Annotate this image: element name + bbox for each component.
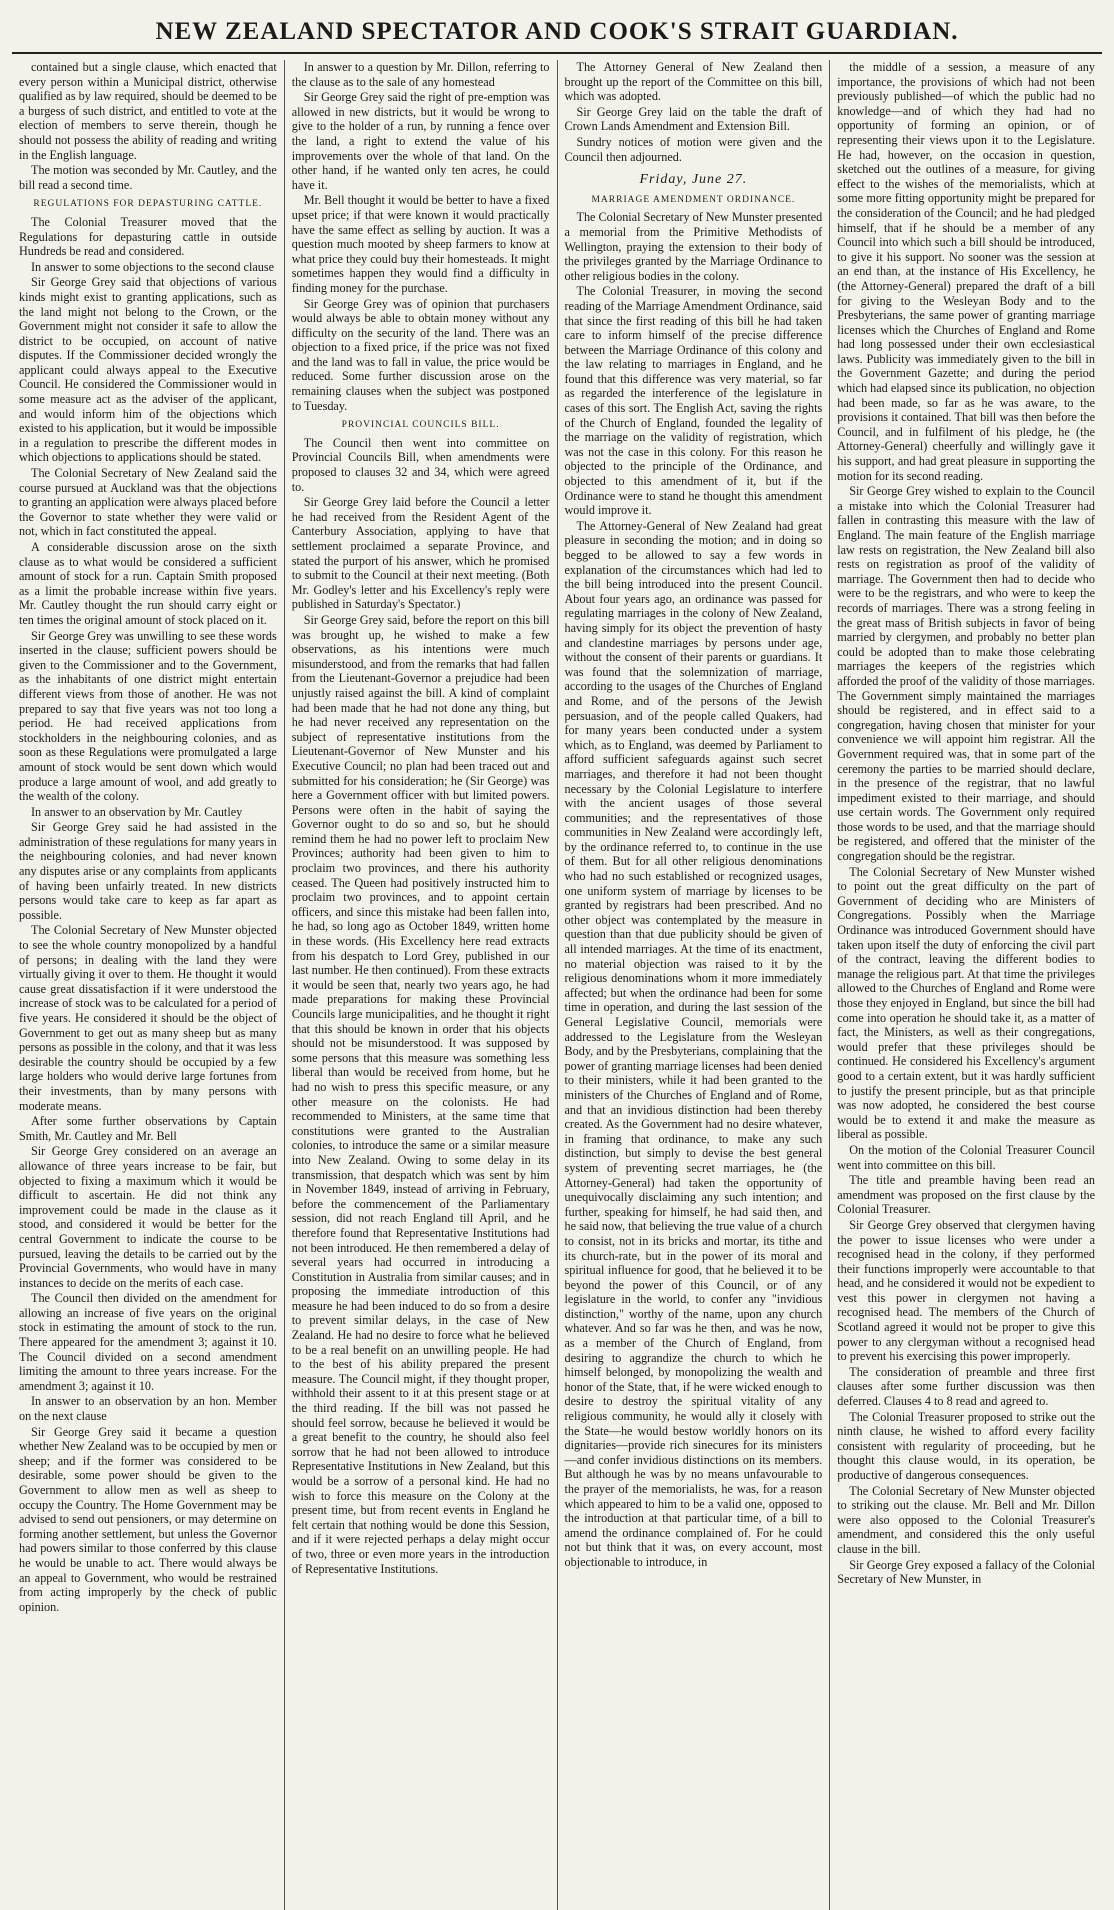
article-paragraph: Sir George Grey exposed a fallacy of the Colonial Secretary of New Munster, in: [837, 1557, 1095, 1587]
section-heading: MARRIAGE AMENDMENT ORDINANCE.: [591, 194, 796, 205]
article-paragraph: The Colonial Treasurer moved that the Regulations for depasturing cattle in outside Hundreds be read and considered.: [19, 214, 277, 259]
article-paragraph: Mr. Bell thought it would be better to have a fixed upset price; if that were known it would practically have the same effect as selling by auction. It was a question much mooted by sheep farmers to know at what price they could buy their homesteads. It might sometimes happen they would find a difficulty in finding money for the purchase.: [291, 193, 550, 295]
columns-container: [12, 60, 1102, 1910]
article-paragraph: In answer to an observation by an hon. Member on the next clause: [19, 1394, 277, 1424]
article-paragraph: Sir George Grey wished to explain to the Council a mistake into which the Colonial Treasurer had fallen in contrasting this measure with the law of England. The main feature of the English marriage law rests on registration, the New Zealand bill also rests on registration as proof of the validity of marriage. The Government then had to decide who were to be the registrars, and who were to keep the records of marriages. There was a strong feeling in the great mass of British subjects in favor of being married by clergymen, and probably no better plan could be adopted than to make those celebrating marriages the keepers of the registries which afforded the proof of the validity of those marriages. The Government simply maintained the marriages should be registered, and in effect said to a congregation, having chosen that minister for your convenience we will appoint him registrar. All the Government required was, that in some part of the ceremony the parties to be married should declare, in the presence of the registrar, that no lawful impediment existed to their marriage, and should use certain words. The Government only required those words to be used, and that the marriage should be registered, and offered that the minister of the congregation should be the registrar.: [837, 484, 1095, 864]
article-paragraph: The Colonial Secretary of New Munster presented a memorial from the Primitive Methodists of Wellington, praying the extension to their body of the privileges granted by the Marriage Ordinance to other religious bodies in the colony.: [564, 210, 823, 283]
article-paragraph: A considerable discussion arose on the sixth clause as to what would be considered a sufficient amount of stock for a run. Captain Smith proposed as a limit the probable increase within five years. Mr. Cautley thought the run should carry eight or ten times the original amount of stock placed on it.: [19, 540, 277, 627]
article-paragraph: The title and preamble having been read an amendment was proposed on the first clause by the Colonial Treasurer.: [837, 1173, 1095, 1217]
article-paragraph: contained but a single clause, which enacted that every person within a Municipal district, otherwise qualified as by law required, should be deemed to be a burgess of such district, and entitled to vote at the election of members to serve therein, though he should not possess the ability of reading and writing in the English language.: [19, 60, 277, 162]
article-paragraph: Sir George Grey laid on the table the draft of Crown Lands Amendment and Extension Bill.: [564, 104, 823, 134]
article-paragraph: The consideration of preamble and three first clauses after some further discussion was then deferred. Clauses 4 to 8 read and agreed to.: [837, 1364, 1095, 1409]
article-paragraph: Sir George Grey said the right of pre-emption was allowed in new districts, but it would be wrong to give to the holder of a run, by running a fence over the land, a right to extend the value of his improvements over the whole of that land. On the other hand, if he wanted only ten acres, he could have it.: [291, 90, 550, 192]
article-paragraph: Sir George Grey observed that clergymen having the power to issue licenses who were under a recognised head in the colony, if they performed their functions improperly were accountable to that head, and he considered it would not be expedient to vest this power in clergymen not having a recognised head. The members of the Church of Scotland agreed it would not be proper to give this power to any clergyman without a recognised head to prevent his exercising this power improperly.: [837, 1217, 1095, 1364]
article-paragraph: Sir George Grey said he had assisted in the administration of these regulations for many years in the neighbouring colonies, and had never known any disputes arise or any complaints from applicants of having been unfairly treated. In new districts persons would take care to keep as far apart as possible.: [19, 820, 277, 922]
column-3: [558, 60, 831, 1910]
article-paragraph: The Colonial Secretary of New Munster objected to striking out the clause. Mr. Bell and Mr. Dillon were also opposed to the Colonial Treasurer's amendment, and considered this the only useful clause in the bill.: [837, 1483, 1095, 1556]
article-paragraph: The Council then went into committee on Provincial Councils Bill, when amendments were proposed to clauses 32 and 34, which were agreed to.: [291, 435, 550, 494]
column-1: [12, 60, 285, 1910]
article-paragraph: The Colonial Treasurer, in moving the second reading of the Marriage Amendment Ordinance, said that since the first reading of this bill he had taken care to inform himself of the precise difference between the Marriage Ordinance of this colony and the law relating to marriages in England, and he found that this difference was very material, so far as regarded the interference of the legislature in cases of this sort. The English Act, saving the rights of the Church of England, founded the legality of the marriage on the validity of registration, which was not the case in this colony. For this reason he objected to the principle of the Ordinance, and objected to this amendment of it, but if the Ordinance were to stand he thought this amendment would improve it.: [564, 284, 823, 518]
date-heading: Friday, June 27.: [639, 172, 748, 188]
article-paragraph: Sir George Grey said it became a question whether New Zealand was to be occupied by men or sheep; and if the former was considered to be desirable, some power should be given to the Government to allow men as well as sheep to occupy the Country. The Home Government may be advised to send out pensioners, or may determine on forming another settlement, but unless the Governor had powers similar to those conferred by this clause he would be unable to act. There would always be an appeal to Government, who would be restrained from acting improperly by the check of public opinion.: [19, 1424, 277, 1614]
article-paragraph: Sir George Grey was of opinion that purchasers would always be able to obtain money without any difficulty on the security of the land. There was an objection to a fixed price, if the price was not fixed and the land was to fall in value, the price would be reduced. Some further discussion arose on the remaining clauses when the subject was postponed to Tuesday.: [291, 296, 550, 413]
article-paragraph: In answer to an observation by Mr. Cautley: [31, 804, 243, 819]
article-paragraph: In answer to some objections to the second clause: [31, 259, 275, 274]
article-paragraph: The Attorney-General of New Zealand had great pleasure in seconding the motion; and in doing so begged to be allowed to say a few words in explanation of the circumstances which had led to the bill being introduced into the present Council. About four years ago, an ordinance was passed for regulating marriages in the colony of New Zealand, having simply for its object the prevention of hasty and clandestine marriages by persons under age, without the consent of their parents or guardians. It was found that the solemnization of marriage, according to the usages of the Churches of England and Rome, and of the persons of the Jewish persuasion, and of the people called Quakers, had for many years been conducted under a system which, as to England, was deemed by Parliament to afford sufficient safeguards against such secret marriages, and therefore it had not been thought necessary by the Colonial Legislature to interfere with the ancient usages of those several communities; and the representatives of those communities in New Zealand were accordingly left, by the ordinance referred to, to continue in the use of them. But for all other religious denominations who had no such established or recognized usages, one uniform system of marriage by licenses to be granted by registrars had been prescribed. And no other object was contemplated by the measure in question than that due publicity should be given of all intended marriages. At the time of its enactment, no material objection was raised to it by the religious denominations whom it more immediately affected; but when the ordinance had been for some time in operation, and during the last session of the General Legislative Council, memorials were addressed to the Legislature from the Wesleyan Body, and by the Presbyterians, complaining that the power of granting marriage licenses had been denied to their ministers, while it had been granted to the ministers of the Churches of England and of Rome, and that an invidious distinction had been thereby created. As the Government had no desire whatever, in framing that ordinance, to make any such distinction, but simply to devise the best general system of preventing secret marriages, he (the Attorney-General) had taken the opportunity of unequivocally disclaiming any such intention; and further, speaking for himself, he had said then, and he said now, that believing the true value of a church to consist, not in its bricks and mortar, its tithe and its church-rate, but in the power of its moral and spiritual influence for good, that he believed it to be beyond the power of this Council, or of any legislature in the world, to confer any "invidious distinction," worthy of the name, upon any church whatever. And so far was he then, and was he now, as a member of the Church of England, from desiring to aggrandize the church to which he himself belonged, by monopolizing the wealth and honor of the State, that, if he were wicked enough to desire to destroy the spiritual vitality of any religious community, he would ally it closely with the State—he would bestow worldly honors on its dignitaries—provide rich sinecures for its ministers—and confer invidious distinctions on its members. But although he was by no means unfavourable to the prayer of the memorialists, he was, for a reason which appeared to him to be a valid one, opposed to the introduction at that particular time, of a bill to amend the ordinance complained of. For he could not but think that it was, on every account, most objectionable to introduce, in: [564, 518, 823, 1569]
article-paragraph: Sir George Grey said that objections of various kinds might exist to granting applications, such as the land might not belong to the Crown, or the Government might not consider it safe to allow the district to be occupied, on account of native disputes. If the Commissioner decided wrongly the applicant could always appeal to the Executive Council. He considered the Commissioner would in some measure act as the adviser of the applicant, and would inform him of the objections which existed to his application, but it would be impossible in a regulation to prescribe the different modes in which objections to applications should be stated.: [19, 275, 277, 465]
article-paragraph: The Council then divided on the amendment for allowing an increase of five years on the original stock in estimating the amount of stock to the run. There appeared for the amendment 3; against it 10. The Council divided on a second amendment limiting the amount to three years increase. For the amendment 3; against it 10.: [19, 1291, 277, 1393]
article-paragraph: Sir George Grey laid before the Council a letter he had received from the Resident Agent of the Canterbury Association, applying to have that settlement proclaimed a separate Province, and stated the purport of his answer, which he promised to submit to the Council at their next meeting. (Both Mr. Godley's letter and his Excellency's reply were published in Saturday's Spectator.): [291, 495, 550, 612]
article-paragraph: On the motion of the Colonial Treasurer Council went into committee on this bill.: [837, 1142, 1095, 1172]
article-paragraph: In answer to a question by Mr. Dillon, referring to the clause as to the sale of any homestead: [291, 60, 550, 89]
article-paragraph: The Colonial Secretary of New Zealand said the course pursued at Auckland was that the objections to granting an application were always placed before the Governor to state whether they were valid or not, which in fact constituted the appeal.: [19, 466, 277, 539]
article-paragraph: the middle of a session, a measure of any importance, the provisions of which had not been previously published—of which the public had no knowledge—and of which they had had no opportunity of forming an opinion, or of representing their views upon it to the Legislature. He had, however, on the occasion in question, sketched out the outlines of a measure, for giving effect to the wishes of the memorialists, which at some more fitting opportunity might be prepared for the consideration of the Council; and he had pledged himself, that if he should be a member of any Council into which such a bill should be introduced, to give it his support. No sooner was the session at an end than, at the instance of His Excellency, he (the Attorney-General) prepared the draft of a bill for giving to the Wesleyan Body and to the Presbyterians, the same power of granting marriage licenses which the Churches of England and Rome had long possessed under their own ecclesiastical laws. Publicity was immediately given to the bill in the Government Gazette; and during the period which had elapsed since its publication, no objection had been made, so far as he was aware, to the provisions it contained. That bill was then before the Council, and in fulfilment of his pledge, he (the Attorney-General) cheerfully and willingly gave it his support, and had great pleasure in supporting the motion for its second reading.: [837, 60, 1095, 483]
article-paragraph: Sir George Grey said, before the report on this bill was brought up, he wished to make a few observations, as his intentions were much misunderstood, and from the remarks that had fallen from the Lieutenant-Governor a prejudice had been unjustly raised against the bill. A kind of complaint had been made that he had not done any thing, but he had never received any representation on the subject of representative institutions from the Lieutenant-Governor of New Munster and his Executive Council; no plan had been traced out and submitted for his consideration; he (Sir George) was here a Government officer with but limited powers. Persons were often in the habit of saying the Governor ought to do so and so, but he should remind them he had no power left to proclaim New Provinces; authority had been given to him to proclaim two provinces, and there his authority ceased. The Queen had positively instructed him to proclaim two provinces, and to appoint certain officers, and since this mistake had been fallen into, he had, so long ago as October 1849, written home in these words. (His Excellency here read extracts from his despatch to Lord Grey, published in our last number. He then continued). From these extracts it would be seen that, nearly two years ago, he had made preparations for making these Provincial Councils large municipalities, and he thought it right that this should be known in order that his objects should not be misunderstood. It was supposed by some persons that this measure was something less liberal than would be received from home, but he had no wish to press this specific measure, or any other measure on the colonists. He had recommended to Ministers, at the same time that constitutions were granted to the Australian colonies, to introduce the same or a similar measure into New Zealand. Owing to some delay in its transmission, that despatch which was sent by him in November 1849, instead of arriving in February, before the commencement of the Parliamentary session, did not reach England till April, and he therefore found that Representative Institutions had not been introduced. He then remembered a delay of several years had occurred in introducing a Constitution in Australia from similar causes; and in proposing the immediate introduction of this measure he had been induced to do so from a desire to prevent similar delays, in the case of New Zealand. He had no desire to force what he believed to be a real benefit on an unwilling people. He had to the best of his ability prepared the present measure. The Council might, if they thought proper, withhold their assent to it at this present stage or at the third reading. If the bill was not passed he should feel sorrow, because he believed it would be a great benefit to the country, he should also feel sorrow that he had not been allowed to introduce Representative Institutions in New Zealand, but this would be a sorrow of a personal kind. He had no wish to force this measure on the Colony at the present time, but from recent events in England he felt certain that nothing would be done this Session, and if it were rejected perhaps a delay might occur of two, three or even more years in the introduction of Representative Institutions.: [291, 612, 550, 1576]
article-paragraph: The Attorney General of New Zealand then brought up the report of the Committee on this bill, which was adopted.: [564, 60, 823, 104]
article-paragraph: The Colonial Treasurer proposed to strike out the ninth clause, he wished to afford every facility consistent with regularity of proceeding, but he thought this clause would, in its operation, be productive of dangerous consequences.: [837, 1409, 1095, 1482]
column-4: [830, 60, 1102, 1910]
article-paragraph: Sir George Grey considered on an average an allowance of three years increase to be fair, but objected to fixing a maximum which it would be difficult to ascertain. He did not think any improvement could be made in the clause as it stood, and considered it would be better for the central Government to indicate the course to be pursued, leaving the details to be carried out by the Provincial Governments, who would have in many instances to decide on the merits of each case.: [19, 1144, 277, 1290]
masthead-title: NEW ZEALAND SPECTATOR AND COOK'S STRAIT GUARDIAN.: [12, 14, 1102, 54]
section-heading: PROVINCIAL COUNCILS BILL.: [341, 420, 500, 431]
article-paragraph: The motion was seconded by Mr. Cautley, and the bill read a second time.: [19, 163, 277, 192]
section-heading: REGULATIONS FOR DEPASTURING CATTLE.: [33, 199, 263, 210]
article-paragraph: Sir George Grey was unwilling to see these words inserted in the clause; sufficient powers should be given to the Commissioner and to the Government, as the inhabitants of one district might entertain different views from those of another. He was not prepared to say that five years was not too long a period. He had received applications from stockholders in the neighbouring colonies, and as soon as these Regulations were promulgated a large amount of stock would be sent down which would produce a large amount of wool, and add greatly to the wealth of the colony.: [19, 628, 277, 804]
article-paragraph: The Colonial Secretary of New Munster objected to see the whole country monopolized by a handful of persons; in dealing with the land they were virtually giving it over to them. He thought it would cause great dissatisfaction if it were understood the increase of stock was to be calculated for a period of five years. He considered it should be the object of Government to get out as many sheep but as many persons as possible in the colony, and that it was less desirable the country should be occupied by a few large holders who would derive large fortunes from their investments, than by many persons with moderate means.: [19, 923, 277, 1113]
column-2: [285, 60, 558, 1910]
article-paragraph: The Colonial Secretary of New Munster wished to point out the great difficulty on the part of Government of deciding who are Ministers of Congregations. Possibly when the Marriage Ordinance was introduced Government should have taken upon itself the duty of enforcing the civil part of the contract, leaving the different bodies to manage the religious part. At that time the privileges allowed to the Churches of England and Rome were those they enjoyed in England, but since the bill had come into operation he should take it, as a matter of fact, the Ministers, as well as their congregations, would prefer that these privileges should be continued. He considered his Excellency's argument good to a certain extent, but it was hardly sufficient to justify the present principle, but as that principle was now adopted, he considered the best course would be to extend it and make the measure as liberal as possible.: [837, 864, 1095, 1142]
article-paragraph: Sundry notices of motion were given and the Council then adjourned.: [564, 134, 823, 164]
article-paragraph: After some further observations by Captain Smith, Mr. Cautley and Mr. Bell: [19, 1114, 277, 1143]
